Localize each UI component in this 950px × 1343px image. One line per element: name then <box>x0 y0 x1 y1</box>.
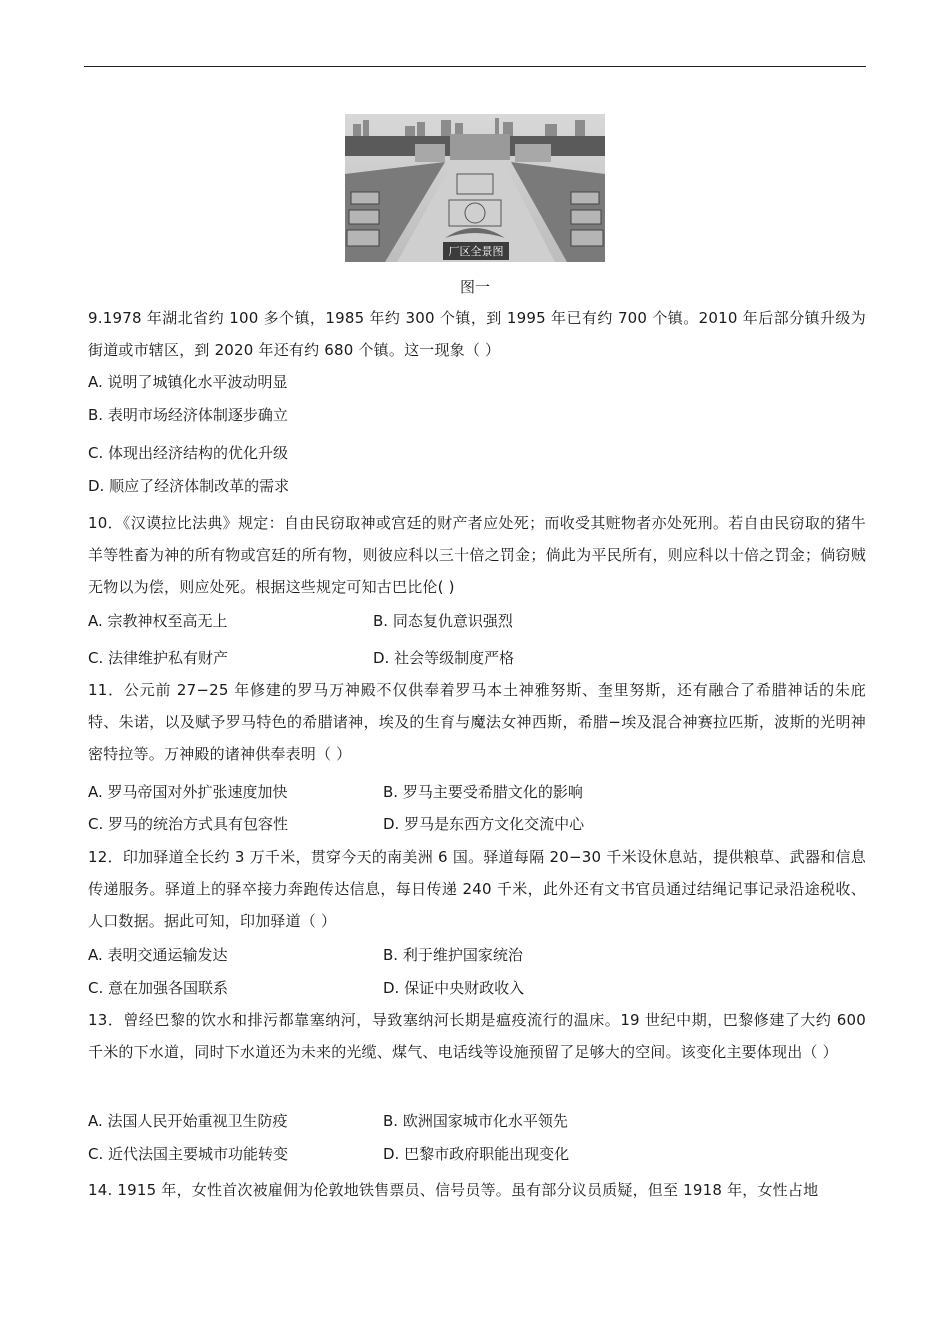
question-13-option-a: A. 法国人民开始重视卫生防疫 <box>88 1112 288 1130</box>
question-13-stem: 13．曾经巴黎的饮水和排污都靠塞纳河，导致塞纳河长期是瘟疫流行的温床。19 世纪中期，巴黎修建了大约 600 千米的下水道，同时下水道还为未来的光缆、煤气、电话线等设施预留了足够大的空间。该变化主要体现出（ ） <box>88 1011 866 1061</box>
question-13-option-c: C. 近代法国主要城市功能转变 <box>88 1145 289 1163</box>
question-10-option-d: D. 社会等级制度严格 <box>373 649 515 667</box>
question-9-option-c: C. 体现出经济结构的优化升级 <box>88 444 289 462</box>
question-11-option-c: C. 罗马的统治方式具有包容性 <box>88 815 289 833</box>
header-rule <box>84 66 866 67</box>
question-11-stem: 11．公元前 27−25 年修建的罗马万神殿不仅供奉着罗马本土神雅努斯、奎里努斯，还有融合了希腊神话的朱庇特、朱诺，以及赋予罗马特色的希腊诸神，埃及的生育与魔法女神西斯，希腊−埃及混合神赛拉匹斯，波斯的光明神密特拉等。万神殿的诸神供奉表明（ ） <box>88 681 866 763</box>
question-10-option-c: C. 法律维护私有财产 <box>88 649 229 667</box>
question-12-option-d: D. 保证中央财政收入 <box>383 979 525 997</box>
question-12-option-b: B. 利于维护国家统治 <box>383 946 523 964</box>
figure-caption: 图一 <box>459 278 490 296</box>
question-10-stem: 10．《汉谟拉比法典》规定：自由民窃取神或宫廷的财产者应处死；而收受其赃物者亦处死刑。若自由民窃取的猪牛羊等牲畜为神的所有物或宫廷的所有物，则彼应科以三十倍之罚金；倘此为平民所有，则应科以十倍之罚金；倘窃贼无物以为偿，则应处死。根据这些规定可知古巴比伦( ) <box>88 514 866 596</box>
question-9-option-b: B. 表明市场经济体制逐步确立 <box>88 406 288 424</box>
question-11-option-a: A. 罗马帝国对外扩张速度加快 <box>88 783 288 801</box>
factory-panorama-image <box>345 114 605 262</box>
question-14-stem: 14. 1915 年，女性首次被雇佣为伦敦地铁售票员、信号员等。虽有部分议员质疑，但至 1918 年，女性占地 <box>88 1181 819 1199</box>
question-9-option-d: D. 顺应了经济体制改革的需求 <box>88 477 290 495</box>
question-10-option-b: B. 同态复仇意识强烈 <box>373 612 513 630</box>
question-13-option-b: B. 欧洲国家城市化水平领先 <box>383 1112 568 1130</box>
question-13-option-d: D. 巴黎市政府职能出现变化 <box>383 1145 570 1163</box>
question-9-option-a: A. 说明了城镇化水平波动明显 <box>88 373 288 391</box>
question-10-option-a: A. 宗教神权至高无上 <box>88 612 228 630</box>
question-11-option-d: D. 罗马是东西方文化交流中心 <box>383 815 585 833</box>
question-12-option-a: A. 表明交通运输发达 <box>88 946 228 964</box>
question-12-stem: 12．印加驿道全长约 3 万千米，贯穿今天的南美洲 6 国。驿道每隔 20−30 千米设休息站，提供粮草、武器和信息传递服务。驿道上的驿卒接力奔跑传达信息，每日传递 240 千米，此外还有文书官员通过结绳记事记录沿途税收、人口数据。据此可知，印加驿道（ ） <box>88 848 866 930</box>
image-overlay-label: 厂区全景图 <box>448 245 504 258</box>
question-11-option-b: B. 罗马主要受希腊文化的影响 <box>383 783 583 801</box>
question-9-stem: 9.1978 年湖北省约 100 多个镇，1985 年约 300 个镇，到 1995 年已有约 700 个镇。2010 年后部分镇升级为街道或市辖区，到 2020 年还有约 680 个镇。这一现象（ ） <box>88 309 866 359</box>
question-12-option-c: C. 意在加强各国联系 <box>88 979 229 997</box>
